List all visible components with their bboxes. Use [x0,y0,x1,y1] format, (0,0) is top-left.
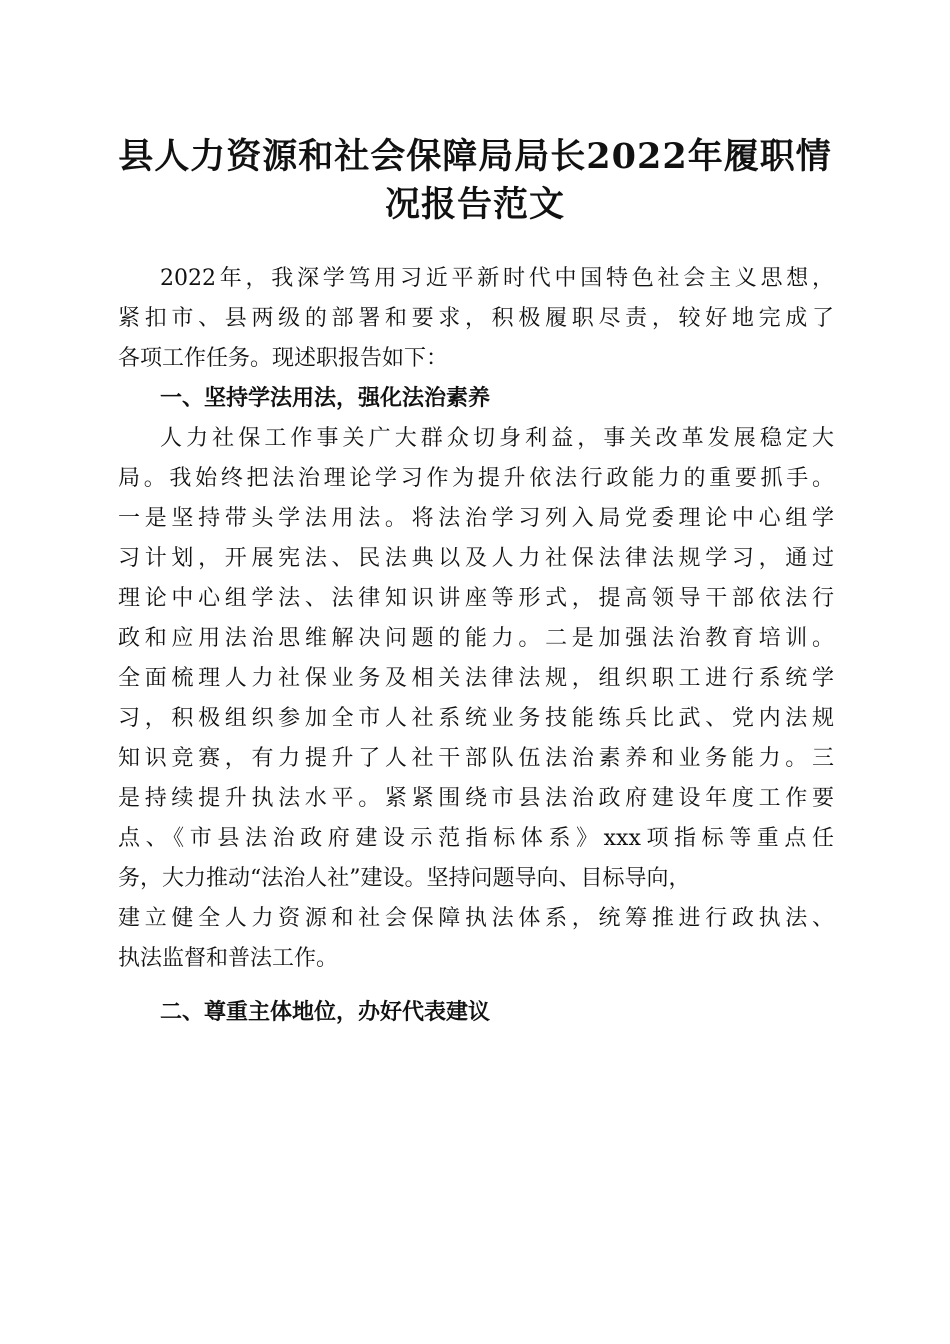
section-1-line-9: 知识竞赛，有力提升了人社干部队伍法治素养和业务能力。三 [118,746,834,771]
section-1-line-11: 点、《市县法治政府建设示范指标体系》xxx项指标等重点任 [118,826,834,851]
section-1-heading: 一、坚持学法用法，强化法治素养 [160,386,491,411]
intro-line-3: 各项工作任务。现述职报告如下： [118,346,449,371]
document-title [100,133,850,229]
title-line-1: 县人力资源和社会保障局局长2022年履职情 [118,136,832,177]
section-1-line-5: 理论中心组学法、法律知识讲座等形式，提高领导干部依法行 [118,586,834,611]
section-1-line-6: 政和应用法治思维解决问题的能力。二是加强法治教育培训。 [118,626,834,651]
section-1-line-12: 务，大力推动“法治人社”建设。坚持问题导向、目标导向， [118,866,691,891]
section-2-heading: 二、尊重主体地位，办好代表建议 [160,1000,491,1025]
section-gap [118,979,834,993]
section-1-line-1: 人力社保工作事关广大群众切身利益，事关改革发展稳定大 [160,426,834,451]
section-1-line-7: 全面梳理人力社保业务及相关法律法规，组织职工进行系统学 [118,666,834,691]
section-1-line-4: 习计划，开展宪法、民法典以及人力社保法律法规学习，通过 [118,546,834,571]
document-body [118,259,834,1033]
intro-line-1: 2022年，我深学笃用习近平新时代中国特色社会主义思想， [160,266,834,291]
section-1-line-8: 习，积极组织参加全市人社系统业务技能练兵比武、党内法规 [118,706,834,731]
section-1-line-3: 一是坚持带头学法用法。将法治学习列入局党委理论中心组学 [118,506,834,531]
section-1-line-2: 局。我始终把法治理论学习作为提升依法行政能力的重要抓手。 [118,466,834,491]
title-line-2: 况报告范文 [384,184,565,225]
intro-line-2: 紧扣市、县两级的部署和要求，积极履职尽责，较好地完成了 [118,306,834,331]
section-1-line-10: 是持续提升执法水平。紧紧围绕市县法治政府建设年度工作要 [118,786,834,811]
section-1-line-14: 执法监督和普法工作。 [118,946,339,971]
section-1-line-13: 建立健全人力资源和社会保障执法体系，统筹推进行政执法、 [118,906,834,931]
